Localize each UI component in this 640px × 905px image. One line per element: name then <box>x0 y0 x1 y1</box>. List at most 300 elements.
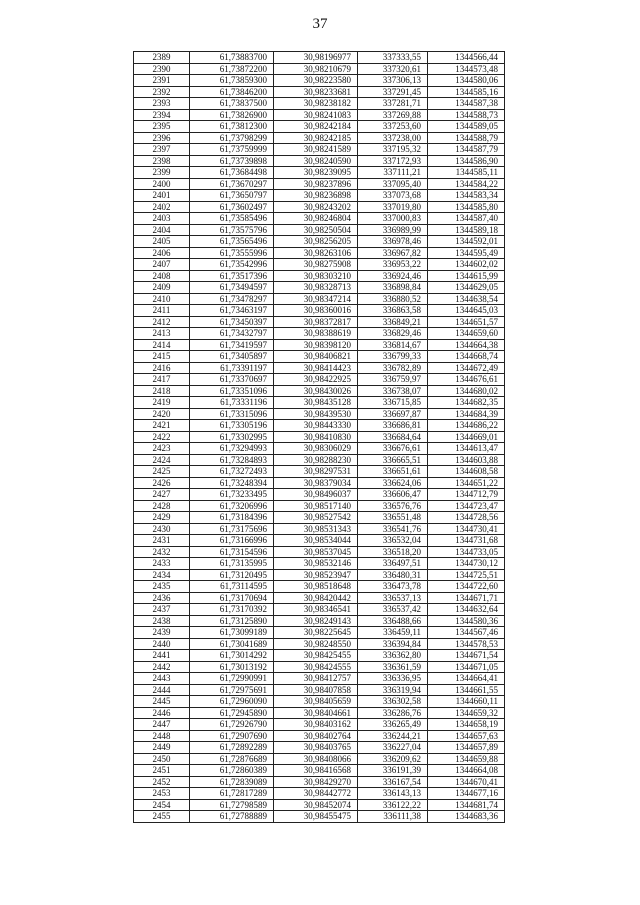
latitude-cell: 61,73135995 <box>190 558 274 570</box>
latitude-cell: 61,73175696 <box>190 523 274 535</box>
point-number-cell: 2389 <box>134 52 190 64</box>
y-coordinate-cell: 1344587,40 <box>428 213 505 225</box>
x-coordinate-cell: 336576,76 <box>358 500 428 512</box>
latitude-cell: 61,73013192 <box>190 661 274 673</box>
longitude-cell: 30,98523947 <box>274 569 358 581</box>
y-coordinate-cell: 1344587,79 <box>428 144 505 156</box>
x-coordinate-cell: 337253,60 <box>358 121 428 133</box>
table-row <box>134 374 505 386</box>
latitude-cell: 61,73684498 <box>190 167 274 179</box>
table-row <box>134 52 505 64</box>
point-number-cell: 2400 <box>134 178 190 190</box>
table-row <box>134 305 505 317</box>
latitude-cell: 61,73331196 <box>190 397 274 409</box>
table-row <box>134 259 505 271</box>
y-coordinate-cell: 1344586,90 <box>428 155 505 167</box>
table-row <box>134 546 505 558</box>
coordinates-table-body <box>134 52 505 823</box>
table-row <box>134 86 505 98</box>
x-coordinate-cell: 336122,22 <box>358 799 428 811</box>
point-number-cell: 2407 <box>134 259 190 271</box>
x-coordinate-cell: 337306,13 <box>358 75 428 87</box>
x-coordinate-cell: 336227,04 <box>358 742 428 754</box>
longitude-cell: 30,98517140 <box>274 500 358 512</box>
point-number-cell: 2394 <box>134 109 190 121</box>
x-coordinate-cell: 336459,11 <box>358 627 428 639</box>
x-coordinate-cell: 336518,20 <box>358 546 428 558</box>
y-coordinate-cell: 1344566,44 <box>428 52 505 64</box>
latitude-cell: 61,73351096 <box>190 385 274 397</box>
latitude-cell: 61,73370697 <box>190 374 274 386</box>
table-row <box>134 109 505 121</box>
y-coordinate-cell: 1344659,88 <box>428 753 505 765</box>
table-row <box>134 811 505 823</box>
point-number-cell: 2426 <box>134 477 190 489</box>
y-coordinate-cell: 1344592,01 <box>428 236 505 248</box>
point-number-cell: 2424 <box>134 454 190 466</box>
longitude-cell: 30,98442772 <box>274 788 358 800</box>
longitude-cell: 30,98242184 <box>274 121 358 133</box>
latitude-cell: 61,73184396 <box>190 512 274 524</box>
y-coordinate-cell: 1344585,16 <box>428 86 505 98</box>
longitude-cell: 30,98372817 <box>274 316 358 328</box>
y-coordinate-cell: 1344683,36 <box>428 811 505 823</box>
x-coordinate-cell: 336814,67 <box>358 339 428 351</box>
table-row <box>134 201 505 213</box>
longitude-cell: 30,98537045 <box>274 546 358 558</box>
x-coordinate-cell: 336480,31 <box>358 569 428 581</box>
latitude-cell: 61,73419597 <box>190 339 274 351</box>
x-coordinate-cell: 336863,58 <box>358 305 428 317</box>
x-coordinate-cell: 337111,21 <box>358 167 428 179</box>
latitude-cell: 61,73826900 <box>190 109 274 121</box>
point-number-cell: 2441 <box>134 650 190 662</box>
longitude-cell: 30,98439530 <box>274 408 358 420</box>
y-coordinate-cell: 1344589,05 <box>428 121 505 133</box>
y-coordinate-cell: 1344585,80 <box>428 201 505 213</box>
latitude-cell: 61,73798299 <box>190 132 274 144</box>
longitude-cell: 30,98233681 <box>274 86 358 98</box>
latitude-cell: 61,73883700 <box>190 52 274 64</box>
y-coordinate-cell: 1344651,57 <box>428 316 505 328</box>
point-number-cell: 2436 <box>134 592 190 604</box>
point-number-cell: 2411 <box>134 305 190 317</box>
y-coordinate-cell: 1344672,49 <box>428 362 505 374</box>
latitude-cell: 61,73120495 <box>190 569 274 581</box>
point-number-cell: 2404 <box>134 224 190 236</box>
point-number-cell: 2430 <box>134 523 190 535</box>
x-coordinate-cell: 337172,93 <box>358 155 428 167</box>
table-row <box>134 707 505 719</box>
x-coordinate-cell: 336967,82 <box>358 247 428 259</box>
x-coordinate-cell: 336686,81 <box>358 420 428 432</box>
table-row <box>134 477 505 489</box>
table-row <box>134 512 505 524</box>
y-coordinate-cell: 1344645,03 <box>428 305 505 317</box>
longitude-cell: 30,98532146 <box>274 558 358 570</box>
point-number-cell: 2445 <box>134 696 190 708</box>
longitude-cell: 30,98405659 <box>274 696 358 708</box>
latitude-cell: 61,73248394 <box>190 477 274 489</box>
longitude-cell: 30,98402764 <box>274 730 358 742</box>
latitude-cell: 61,73391197 <box>190 362 274 374</box>
latitude-cell: 61,73478297 <box>190 293 274 305</box>
point-number-cell: 2446 <box>134 707 190 719</box>
table-row <box>134 592 505 604</box>
latitude-cell: 61,73233495 <box>190 489 274 501</box>
x-coordinate-cell: 336209,62 <box>358 753 428 765</box>
table-row <box>134 144 505 156</box>
point-number-cell: 2447 <box>134 719 190 731</box>
x-coordinate-cell: 337291,45 <box>358 86 428 98</box>
y-coordinate-cell: 1344660,11 <box>428 696 505 708</box>
y-coordinate-cell: 1344670,41 <box>428 776 505 788</box>
point-number-cell: 2392 <box>134 86 190 98</box>
table-row <box>134 270 505 282</box>
table-row <box>134 788 505 800</box>
point-number-cell: 2454 <box>134 799 190 811</box>
point-number-cell: 2401 <box>134 190 190 202</box>
point-number-cell: 2413 <box>134 328 190 340</box>
longitude-cell: 30,98328713 <box>274 282 358 294</box>
point-number-cell: 2450 <box>134 753 190 765</box>
latitude-cell: 61,73170392 <box>190 604 274 616</box>
table-row <box>134 581 505 593</box>
x-coordinate-cell: 337019,80 <box>358 201 428 213</box>
latitude-cell: 61,73517396 <box>190 270 274 282</box>
point-number-cell: 2402 <box>134 201 190 213</box>
point-number-cell: 2431 <box>134 535 190 547</box>
longitude-cell: 30,98303210 <box>274 270 358 282</box>
table-row <box>134 466 505 478</box>
x-coordinate-cell: 336488,66 <box>358 615 428 627</box>
point-number-cell: 2437 <box>134 604 190 616</box>
x-coordinate-cell: 336497,51 <box>358 558 428 570</box>
longitude-cell: 30,98534044 <box>274 535 358 547</box>
y-coordinate-cell: 1344681,74 <box>428 799 505 811</box>
point-number-cell: 2421 <box>134 420 190 432</box>
x-coordinate-cell: 336665,51 <box>358 454 428 466</box>
x-coordinate-cell: 336651,61 <box>358 466 428 478</box>
x-coordinate-cell: 336143,13 <box>358 788 428 800</box>
x-coordinate-cell: 337195,32 <box>358 144 428 156</box>
latitude-cell: 61,73206996 <box>190 500 274 512</box>
latitude-cell: 61,73812300 <box>190 121 274 133</box>
x-coordinate-cell: 337320,61 <box>358 63 428 75</box>
y-coordinate-cell: 1344671,54 <box>428 650 505 662</box>
point-number-cell: 2414 <box>134 339 190 351</box>
x-coordinate-cell: 336676,61 <box>358 443 428 455</box>
y-coordinate-cell: 1344730,12 <box>428 558 505 570</box>
point-number-cell: 2449 <box>134 742 190 754</box>
table-row <box>134 420 505 432</box>
point-number-cell: 2443 <box>134 673 190 685</box>
latitude-cell: 61,73041689 <box>190 638 274 650</box>
longitude-cell: 30,98256205 <box>274 236 358 248</box>
latitude-cell: 61,73284893 <box>190 454 274 466</box>
x-coordinate-cell: 336361,59 <box>358 661 428 673</box>
x-coordinate-cell: 337095,40 <box>358 178 428 190</box>
y-coordinate-cell: 1344661,55 <box>428 684 505 696</box>
latitude-cell: 61,73114595 <box>190 581 274 593</box>
y-coordinate-cell: 1344664,08 <box>428 765 505 777</box>
y-coordinate-cell: 1344588,79 <box>428 132 505 144</box>
longitude-cell: 30,98388619 <box>274 328 358 340</box>
coordinates-table <box>133 51 505 823</box>
latitude-cell: 61,73170694 <box>190 592 274 604</box>
table-row <box>134 604 505 616</box>
table-row <box>134 213 505 225</box>
x-coordinate-cell: 336898,84 <box>358 282 428 294</box>
longitude-cell: 30,98410830 <box>274 431 358 443</box>
point-number-cell: 2390 <box>134 63 190 75</box>
x-coordinate-cell: 336265,49 <box>358 719 428 731</box>
table-row <box>134 443 505 455</box>
point-number-cell: 2425 <box>134 466 190 478</box>
longitude-cell: 30,98210679 <box>274 63 358 75</box>
x-coordinate-cell: 336799,33 <box>358 351 428 363</box>
y-coordinate-cell: 1344589,18 <box>428 224 505 236</box>
y-coordinate-cell: 1344585,11 <box>428 167 505 179</box>
x-coordinate-cell: 337281,71 <box>358 98 428 110</box>
point-number-cell: 2444 <box>134 684 190 696</box>
y-coordinate-cell: 1344671,71 <box>428 592 505 604</box>
latitude-cell: 61,73565496 <box>190 236 274 248</box>
point-number-cell: 2428 <box>134 500 190 512</box>
longitude-cell: 30,98424555 <box>274 661 358 673</box>
longitude-cell: 30,98306029 <box>274 443 358 455</box>
x-coordinate-cell: 336191,39 <box>358 765 428 777</box>
point-number-cell: 2417 <box>134 374 190 386</box>
table-row <box>134 408 505 420</box>
point-number-cell: 2416 <box>134 362 190 374</box>
x-coordinate-cell: 336849,21 <box>358 316 428 328</box>
x-coordinate-cell: 336473,78 <box>358 581 428 593</box>
x-coordinate-cell: 336953,22 <box>358 259 428 271</box>
point-number-cell: 2439 <box>134 627 190 639</box>
longitude-cell: 30,98398120 <box>274 339 358 351</box>
point-number-cell: 2409 <box>134 282 190 294</box>
table-row <box>134 535 505 547</box>
point-number-cell: 2448 <box>134 730 190 742</box>
longitude-cell: 30,98452074 <box>274 799 358 811</box>
x-coordinate-cell: 336394,84 <box>358 638 428 650</box>
y-coordinate-cell: 1344578,53 <box>428 638 505 650</box>
longitude-cell: 30,98416568 <box>274 765 358 777</box>
table-row <box>134 190 505 202</box>
x-coordinate-cell: 336924,46 <box>358 270 428 282</box>
x-coordinate-cell: 336782,89 <box>358 362 428 374</box>
x-coordinate-cell: 336336,95 <box>358 673 428 685</box>
point-number-cell: 2423 <box>134 443 190 455</box>
table-row <box>134 523 505 535</box>
x-coordinate-cell: 336880,52 <box>358 293 428 305</box>
longitude-cell: 30,98225645 <box>274 627 358 639</box>
x-coordinate-cell: 336537,13 <box>358 592 428 604</box>
latitude-cell: 61,73602497 <box>190 201 274 213</box>
point-number-cell: 2397 <box>134 144 190 156</box>
x-coordinate-cell: 337333,55 <box>358 52 428 64</box>
latitude-cell: 61,72945890 <box>190 707 274 719</box>
table-row <box>134 121 505 133</box>
longitude-cell: 30,98347214 <box>274 293 358 305</box>
y-coordinate-cell: 1344725,51 <box>428 569 505 581</box>
longitude-cell: 30,98435128 <box>274 397 358 409</box>
longitude-cell: 30,98360016 <box>274 305 358 317</box>
x-coordinate-cell: 336606,47 <box>358 489 428 501</box>
point-number-cell: 2408 <box>134 270 190 282</box>
longitude-cell: 30,98196977 <box>274 52 358 64</box>
longitude-cell: 30,98237896 <box>274 178 358 190</box>
table-row <box>134 247 505 259</box>
table-row <box>134 351 505 363</box>
latitude-cell: 61,72860389 <box>190 765 274 777</box>
y-coordinate-cell: 1344659,32 <box>428 707 505 719</box>
x-coordinate-cell: 336244,21 <box>358 730 428 742</box>
latitude-cell: 61,73542996 <box>190 259 274 271</box>
point-number-cell: 2432 <box>134 546 190 558</box>
x-coordinate-cell: 337269,88 <box>358 109 428 121</box>
longitude-cell: 30,98404661 <box>274 707 358 719</box>
longitude-cell: 30,98527542 <box>274 512 358 524</box>
y-coordinate-cell: 1344567,46 <box>428 627 505 639</box>
point-number-cell: 2405 <box>134 236 190 248</box>
longitude-cell: 30,98422925 <box>274 374 358 386</box>
y-coordinate-cell: 1344664,41 <box>428 673 505 685</box>
longitude-cell: 30,98406821 <box>274 351 358 363</box>
longitude-cell: 30,98248550 <box>274 638 358 650</box>
longitude-cell: 30,98518648 <box>274 581 358 593</box>
longitude-cell: 30,98414423 <box>274 362 358 374</box>
longitude-cell: 30,98243202 <box>274 201 358 213</box>
table-row <box>134 63 505 75</box>
latitude-cell: 61,73294993 <box>190 443 274 455</box>
longitude-cell: 30,98275908 <box>274 259 358 271</box>
latitude-cell: 61,73099189 <box>190 627 274 639</box>
longitude-cell: 30,98420442 <box>274 592 358 604</box>
latitude-cell: 61,73014292 <box>190 650 274 662</box>
y-coordinate-cell: 1344728,56 <box>428 512 505 524</box>
longitude-cell: 30,98403162 <box>274 719 358 731</box>
latitude-cell: 61,73432797 <box>190 328 274 340</box>
y-coordinate-cell: 1344587,38 <box>428 98 505 110</box>
longitude-cell: 30,98241083 <box>274 109 358 121</box>
x-coordinate-cell: 336541,76 <box>358 523 428 535</box>
table-row <box>134 684 505 696</box>
table-row <box>134 339 505 351</box>
table-row <box>134 282 505 294</box>
latitude-cell: 61,73154596 <box>190 546 274 558</box>
latitude-cell: 61,73585496 <box>190 213 274 225</box>
y-coordinate-cell: 1344657,89 <box>428 742 505 754</box>
longitude-cell: 30,98496037 <box>274 489 358 501</box>
longitude-cell: 30,98241589 <box>274 144 358 156</box>
latitude-cell: 61,73859300 <box>190 75 274 87</box>
point-number-cell: 2420 <box>134 408 190 420</box>
latitude-cell: 61,73272493 <box>190 466 274 478</box>
longitude-cell: 30,98250504 <box>274 224 358 236</box>
table-row <box>134 730 505 742</box>
point-number-cell: 2412 <box>134 316 190 328</box>
latitude-cell: 61,73450397 <box>190 316 274 328</box>
table-row <box>134 650 505 662</box>
latitude-cell: 61,73305196 <box>190 420 274 432</box>
latitude-cell: 61,72876689 <box>190 753 274 765</box>
point-number-cell: 2419 <box>134 397 190 409</box>
x-coordinate-cell: 336362,80 <box>358 650 428 662</box>
y-coordinate-cell: 1344676,61 <box>428 374 505 386</box>
x-coordinate-cell: 336319,94 <box>358 684 428 696</box>
longitude-cell: 30,98242185 <box>274 132 358 144</box>
latitude-cell: 61,73739898 <box>190 155 274 167</box>
latitude-cell: 61,73650797 <box>190 190 274 202</box>
table-row <box>134 696 505 708</box>
point-number-cell: 2440 <box>134 638 190 650</box>
latitude-cell: 61,73463197 <box>190 305 274 317</box>
latitude-cell: 61,72975691 <box>190 684 274 696</box>
point-number-cell: 2396 <box>134 132 190 144</box>
point-number-cell: 2393 <box>134 98 190 110</box>
latitude-cell: 61,73405897 <box>190 351 274 363</box>
latitude-cell: 61,72926790 <box>190 719 274 731</box>
x-coordinate-cell: 336978,46 <box>358 236 428 248</box>
longitude-cell: 30,98407858 <box>274 684 358 696</box>
point-number-cell: 2433 <box>134 558 190 570</box>
y-coordinate-cell: 1344733,05 <box>428 546 505 558</box>
point-number-cell: 2406 <box>134 247 190 259</box>
y-coordinate-cell: 1344731,68 <box>428 535 505 547</box>
x-coordinate-cell: 337073,68 <box>358 190 428 202</box>
x-coordinate-cell: 336759,97 <box>358 374 428 386</box>
point-number-cell: 2455 <box>134 811 190 823</box>
point-number-cell: 2398 <box>134 155 190 167</box>
page-number: 37 <box>312 16 328 32</box>
table-row <box>134 75 505 87</box>
table-row <box>134 167 505 179</box>
y-coordinate-cell: 1344615,99 <box>428 270 505 282</box>
y-coordinate-cell: 1344677,16 <box>428 788 505 800</box>
latitude-cell: 61,72788889 <box>190 811 274 823</box>
latitude-cell: 61,72839089 <box>190 776 274 788</box>
table-row <box>134 224 505 236</box>
latitude-cell: 61,72798589 <box>190 799 274 811</box>
table-row <box>134 316 505 328</box>
point-number-cell: 2438 <box>134 615 190 627</box>
point-number-cell: 2429 <box>134 512 190 524</box>
longitude-cell: 30,98288230 <box>274 454 358 466</box>
point-number-cell: 2403 <box>134 213 190 225</box>
table-row <box>134 489 505 501</box>
x-coordinate-cell: 336302,58 <box>358 696 428 708</box>
y-coordinate-cell: 1344595,49 <box>428 247 505 259</box>
latitude-cell: 61,73125890 <box>190 615 274 627</box>
y-coordinate-cell: 1344583,34 <box>428 190 505 202</box>
table-row <box>134 178 505 190</box>
y-coordinate-cell: 1344680,02 <box>428 385 505 397</box>
x-coordinate-cell: 336537,42 <box>358 604 428 616</box>
table-row <box>134 558 505 570</box>
point-number-cell: 2395 <box>134 121 190 133</box>
latitude-cell: 61,73315096 <box>190 408 274 420</box>
longitude-cell: 30,98238182 <box>274 98 358 110</box>
longitude-cell: 30,98249143 <box>274 615 358 627</box>
longitude-cell: 30,98412757 <box>274 673 358 685</box>
table-row <box>134 776 505 788</box>
y-coordinate-cell: 1344722,60 <box>428 581 505 593</box>
longitude-cell: 30,98297531 <box>274 466 358 478</box>
table-row <box>134 98 505 110</box>
x-coordinate-cell: 336551,48 <box>358 512 428 524</box>
